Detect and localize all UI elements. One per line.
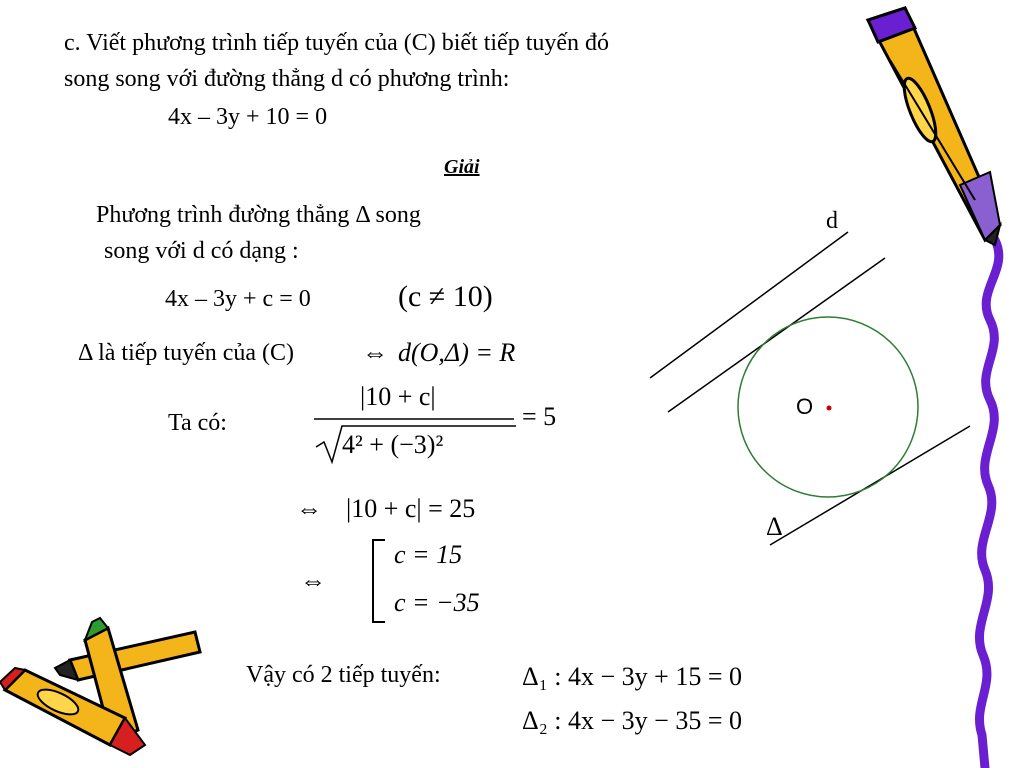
center-dot — [827, 406, 832, 411]
step3-rhs: = 5 — [522, 402, 557, 431]
step3-denominator: 4² + (−3)² — [342, 430, 444, 459]
step1-line-1: Phương trình đường thẳng Δ song — [96, 202, 421, 228]
step1-equation: 4x – 3y + c = 0 — [165, 286, 311, 312]
problem-equation: 4x – 3y + 10 = 0 — [168, 104, 328, 130]
problem-line-1: c. Viết phương trình tiếp tuyến của (C) biết tiếp tuyến đó — [64, 30, 610, 56]
step4-equiv: ⇔ — [296, 494, 322, 523]
conclusion-label: Vậy có 2 tiếp tuyến: — [246, 662, 441, 688]
label-o: O — [796, 394, 814, 419]
wavy-line — [979, 240, 998, 768]
step3-label: Ta có: — [168, 410, 227, 436]
label-d: d — [826, 208, 838, 234]
pencils-icon — [0, 618, 200, 755]
step2-equiv: ⇔ — [362, 338, 388, 367]
step2-formula: d(O,Δ) = R — [398, 338, 516, 367]
conclusion-tangent-2: Δ₂ : 4x − 3y − 35 = 0 — [522, 706, 742, 735]
label-delta: Δ — [766, 512, 783, 541]
step1-condition: (c ≠ 10) — [398, 280, 493, 313]
cases-bracket — [373, 540, 385, 622]
step2-text: Δ là tiếp tuyến của (C) — [78, 340, 295, 366]
line-delta — [770, 426, 970, 545]
solution-title: Giải — [444, 156, 480, 178]
line-tangent-upper — [668, 258, 885, 412]
step5-case-2: c = −35 — [394, 588, 480, 617]
step1-line-2: song với d có dạng : — [104, 238, 299, 264]
conclusion-tangent-1: Δ₁ : 4x − 3y + 15 = 0 — [522, 662, 742, 691]
pencil-icon — [868, 8, 1000, 245]
step5-equiv: ⇔ — [300, 566, 326, 595]
step4-equation: |10 + c| = 25 — [346, 494, 476, 523]
problem-line-2: song song với đường thẳng d có phương trình: — [64, 66, 510, 92]
step5-case-1: c = 15 — [394, 540, 463, 569]
step3-numerator: |10 + c| — [360, 382, 436, 411]
